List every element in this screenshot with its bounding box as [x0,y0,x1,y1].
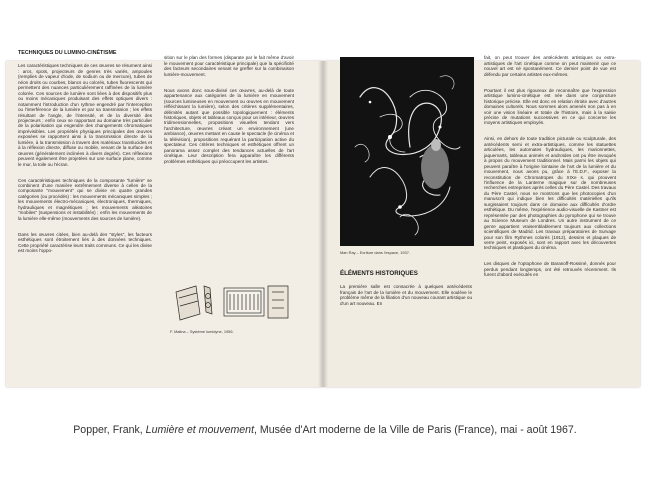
figure-caption: F. Malina – Système lumidyne, 1956. [170,329,234,334]
book-gutter [318,61,328,387]
photo-caption: Man Ray – Ecriture dans l'espace, 1937. [340,250,410,255]
man-ray-photograph [340,57,474,246]
paragraph: Ainsi, en dehors de toute tradition picturale ou sculpturale, des antécédents semi et extra-artistiques, comme les statuettes articulées, les automates hydrauliques, les marionnettes, jaquemarts, tableaux animés et androïdes ont pu être invoqués à propos du mouvement traditionnel. Mais parmi les objets qui peuvent paraître à l'origine lointaine de l'art de la lumière et du mouvement, nous avons pu, grâce à l'E.D.F., exposer la reconstitution de Chromatropes du XIXe s. qui prouvent l'influence de la Lanterne magique sur de nombreuses recherches entreprises après celles du Père Castel. Des travaux du Père Castel, nous ne montrons que les photocopies d'un manuscrit qui indique bien les difficultés matérielles qu'ils surgissaient toujours dans ce domaine aux difficultés d'ordre esthétique. Du même, l'expérience audio-visuelle de Kastner est représentée par des photographies du pyrophone qui se trouve au Science Museum de Londres. Un autre instrument de ce genre appartient vraisemblablement toujours aux collections scientifiques de Madrid. Les travaux préparatoires de Survage pour son film Rythmes colorés (1912), dessins et plaques de verre peint, exposés ici, sont en rapport avec les découvertes techniques et plastiques du cinéma. [484,136,616,251]
paragraph: sition sur le plan des formes (disparate par le fait même d'avoir le mouvement pour caractéristique principale) que la spécificité des facteurs secondaires venant se greffer sur la combinaison lumière-mouvement. [164,55,294,77]
left-column-2 [164,50,294,200]
citation-prefix: Popper, Frank, [73,424,146,436]
paragraph: Les caractéristiques techniques de ces œuvres se résument ainsi : arcs, spots, projecteurs de genres très variés, ampoules (remplies de vapeur d'iode, de sodium ou de mercure), tubes de néon droits ou courbes, blancs ou colorés, tubes fluorescents qui permettent des nuances particulièrement raffinées de la lumière colorée. Ces sources de lumière sont liées à des dispositifs plus ou moins mécaniques produisant des effets optiques divers : notamment l'introduction d'un rythme engendré par l'interception ou l'interférence de la lumière et par sa transmission ; les effets résultant de l'angle, de l'intensité, et de la diversité des projecteurs ; enfin ceux se rapportant au domaine très particulier de la polarisation qui engendre des changements chromatiques imprévisibles. Les propriétés physiques principales des œuvres exposées se rapportent ainsi à la transmission directe de la lumière, à la transmission à travers des matériaux translucides et à la réflexion directe, diffuse ou mobile, venant de la surface des œuvres (généralement inclinées à divers degrés). Ces réflexions peuvent également être projetées sur une surface plane, comme le mur, la toile ou l'écran. [18,63,152,167]
left-column-1 [18,58,152,322]
right-column-1 [340,279,472,322]
paragraph: Dans les œuvres citées, bien au-delà des "styles", les facteurs esthétiques sont étroitement liés à des données techniques. Cette propriété caractérise leurs traits communs. Ce qui les divise est moins l'oppo- [18,231,152,253]
paragraph: Les disques de l'optophone de Baranoff-Rossiné, donnés pour perdus pendant longtemps, ont été retrouvés récemment. Ils furent d'abord exécutés en [484,261,616,278]
paragraph: Nous avons donc sous-divisé ces œuvres, au-delà de toute appartenance aux catégories de la lumière en mouvement (sources lumineuses en mouvement ou œuvres en mouvement réfléchissant la lumière), selon des critères supplémentaires, délimités autant que possible topologiquement : éléments historiques, objets et tableaux conçus pour un intérieur, œuvres tridimensionnelles, propositions visuelles tendant vers l'architecture, œuvres créant un environnement (une ambiance), œuvres mettant en cause le spectacle (le cinéma et la télévision), propositions requérant la participation active du spectateur. Ces critères techniques et esthétiques offrent un panorama assez complet des tendances actuelles de l'art cinétique. Leur description fera apparaître les différents problèmes esthétiques qui préoccupent les artistes. [164,87,294,164]
left-page-heading: TECHNIQUES DU LUMINO-CINÉTISME [18,50,117,56]
right-page-heading: ÉLÉMENTS HISTORIQUES [340,270,418,277]
lumidyne-device-illustration [170,284,294,324]
citation [0,424,650,436]
citation-suffix: , Musée d'Art moderne de la Ville de Paris (France), mai - août 1967. [254,424,577,436]
citation-title: Lumière et mouvement [145,424,255,436]
paragraph: fait, on peut trouver des antécédents artistiques ou extra-artistiques de l'art cinétique comme on peut maintenir que ce nouvel art est né spontanément. Ce dernier point de vue est défendu par certains artistes eux-mêmes. [484,55,616,77]
paragraph: La première salle est consacrée à quelques antécédents français de l'art de la lumière et du mouvement. Elle soulève le problème même de la filiation d'un nouveau courant artistique ou d'un art nouveau. En [340,284,472,306]
right-column-2 [484,50,616,322]
paragraph: Pourtant il est plus rigoureux de reconnaître que l'expression artistique lumino-cinétique est née dans une conjoncture historique précise. Elle est donc en relation étroite avec d'autres domaines culturels. Nous sommes alors amenés non pas à en voir une vision linéaire et totale de l'histoire, mais à la saisie précise de mutations successives en ce qui concerne les moyens artistiques employés. [484,87,616,126]
paragraph: Ces caractéristiques techniques de la composante "lumière" se combinent d'une manière extrêmement diverse à celles de la composante "mouvement" qui se divise en quatre grandes catégories (ou procédés) : les mouvements mécaniques simples ; les mouvements électro-mécaniques, électroniques, thermiques, hydrauliques et magnétiques ; les mouvements aléatoires "mobiles" (suspensions et instabilités) ; enfin les mouvements de la lumière elle-même (mouvements des sources de lumière). [18,177,152,221]
